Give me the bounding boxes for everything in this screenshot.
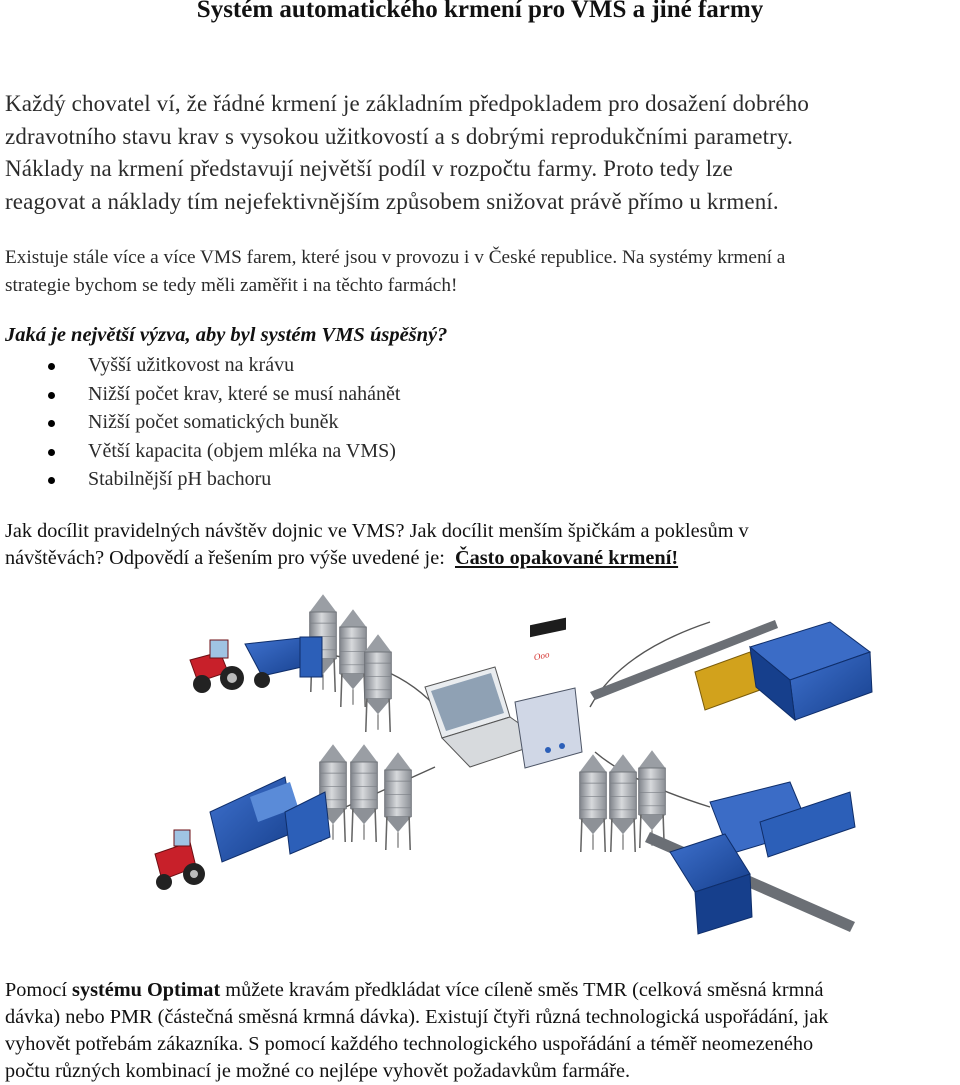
intro-line: Každý chovatel ví, že řádné krmení je základním předpokladem pro dosažení dobrého — [5, 91, 810, 116]
bullet-icon — [48, 420, 55, 427]
vms-line: Existuje stále více a více VMS farem, které jsou v provozu i v České republice. Na systémy krmení a — [5, 247, 786, 268]
bullet-icon — [48, 449, 55, 456]
question-line: Jak docílit pravidelných návštěv dojnic ve VMS? Jak docílit menším špičkám a poklesům v — [5, 520, 749, 542]
question-paragraph — [5, 518, 960, 572]
intro-line: Náklady na krmení představují největší podíl v rozpočtu farmy. Proto tedy lze — [5, 156, 733, 181]
vms-line: strategie bychom se tedy měli zaměřit i na těchto farmách! — [5, 275, 458, 296]
list-item-text: Větší kapacita (objem mléka na VMS) — [88, 439, 396, 462]
feed-kitchen-icon — [750, 622, 872, 720]
optimat-paragraph — [5, 977, 957, 1085]
bullet-icon — [48, 363, 55, 370]
challenge-heading: Jaká je největší výzva, aby byl systém VMS úspěšný? — [5, 324, 448, 346]
tractor-icon — [190, 640, 244, 693]
conveyor-icon — [590, 620, 778, 710]
feeding-system-illustration — [150, 592, 960, 962]
list-item — [0, 408, 400, 437]
list-item — [0, 351, 400, 380]
svg-text:Ooo: Ooo — [534, 649, 550, 663]
optimat-line: dávka) nebo PMR (částečná směsná krmná dávka). Existují čtyři různá technologická uspořádání, jak — [5, 1006, 829, 1028]
optimat-line: vyhovět potřebám zákazníka. S pomocí každého technologického uspořádání a téměř neomezeného — [5, 1033, 814, 1055]
list-item-text: Nižší počet krav, které se musí nahánět — [88, 382, 401, 405]
control-terminal-icon — [515, 618, 582, 768]
list-item-text: Stabilnější pH bachoru — [88, 468, 272, 490]
optimat-text: můžete kravám předkládat více cíleně směs TMR (celková směsná krmná — [220, 979, 824, 1001]
bullet-icon — [48, 392, 55, 399]
feed-mixer-icon — [210, 777, 330, 862]
tractor-icon — [155, 830, 205, 890]
silo-icon — [320, 744, 412, 850]
answer-highlight: Často opakované krmení! — [454, 547, 679, 569]
bullet-icon — [48, 477, 55, 484]
optimat-text: Pomocí — [5, 979, 73, 1001]
vms-paragraph — [5, 244, 960, 300]
optimat-line: počtu různých kombinací je možné co nejlépe vyhovět požadavkům farmáře. — [5, 1060, 631, 1082]
benefits-list — [0, 351, 400, 494]
list-item-text: Vyšší užitkovost na krávu — [88, 354, 295, 376]
list-item — [0, 380, 400, 409]
intro-line: reagovat a náklady tím nejefektivnějším způsobem snižovat právě přímo u krmení. — [5, 188, 779, 214]
optimat-system-name: systému Optimat — [72, 979, 221, 1001]
list-item — [0, 437, 400, 466]
intro-paragraph — [5, 88, 960, 218]
list-item-text: Nižší počet somatických buněk — [88, 411, 339, 433]
document-title: Systém automatického krmení pro VMS a jiné farmy — [196, 0, 764, 23]
list-item — [0, 465, 400, 494]
question-line: návštěvách? Odpovědí a řešením pro výše uvedené je: — [5, 547, 455, 569]
intro-line: zdravotního stavu krav s vysokou užitkovostí a s dobrými reprodukčními parametry. — [5, 123, 794, 149]
